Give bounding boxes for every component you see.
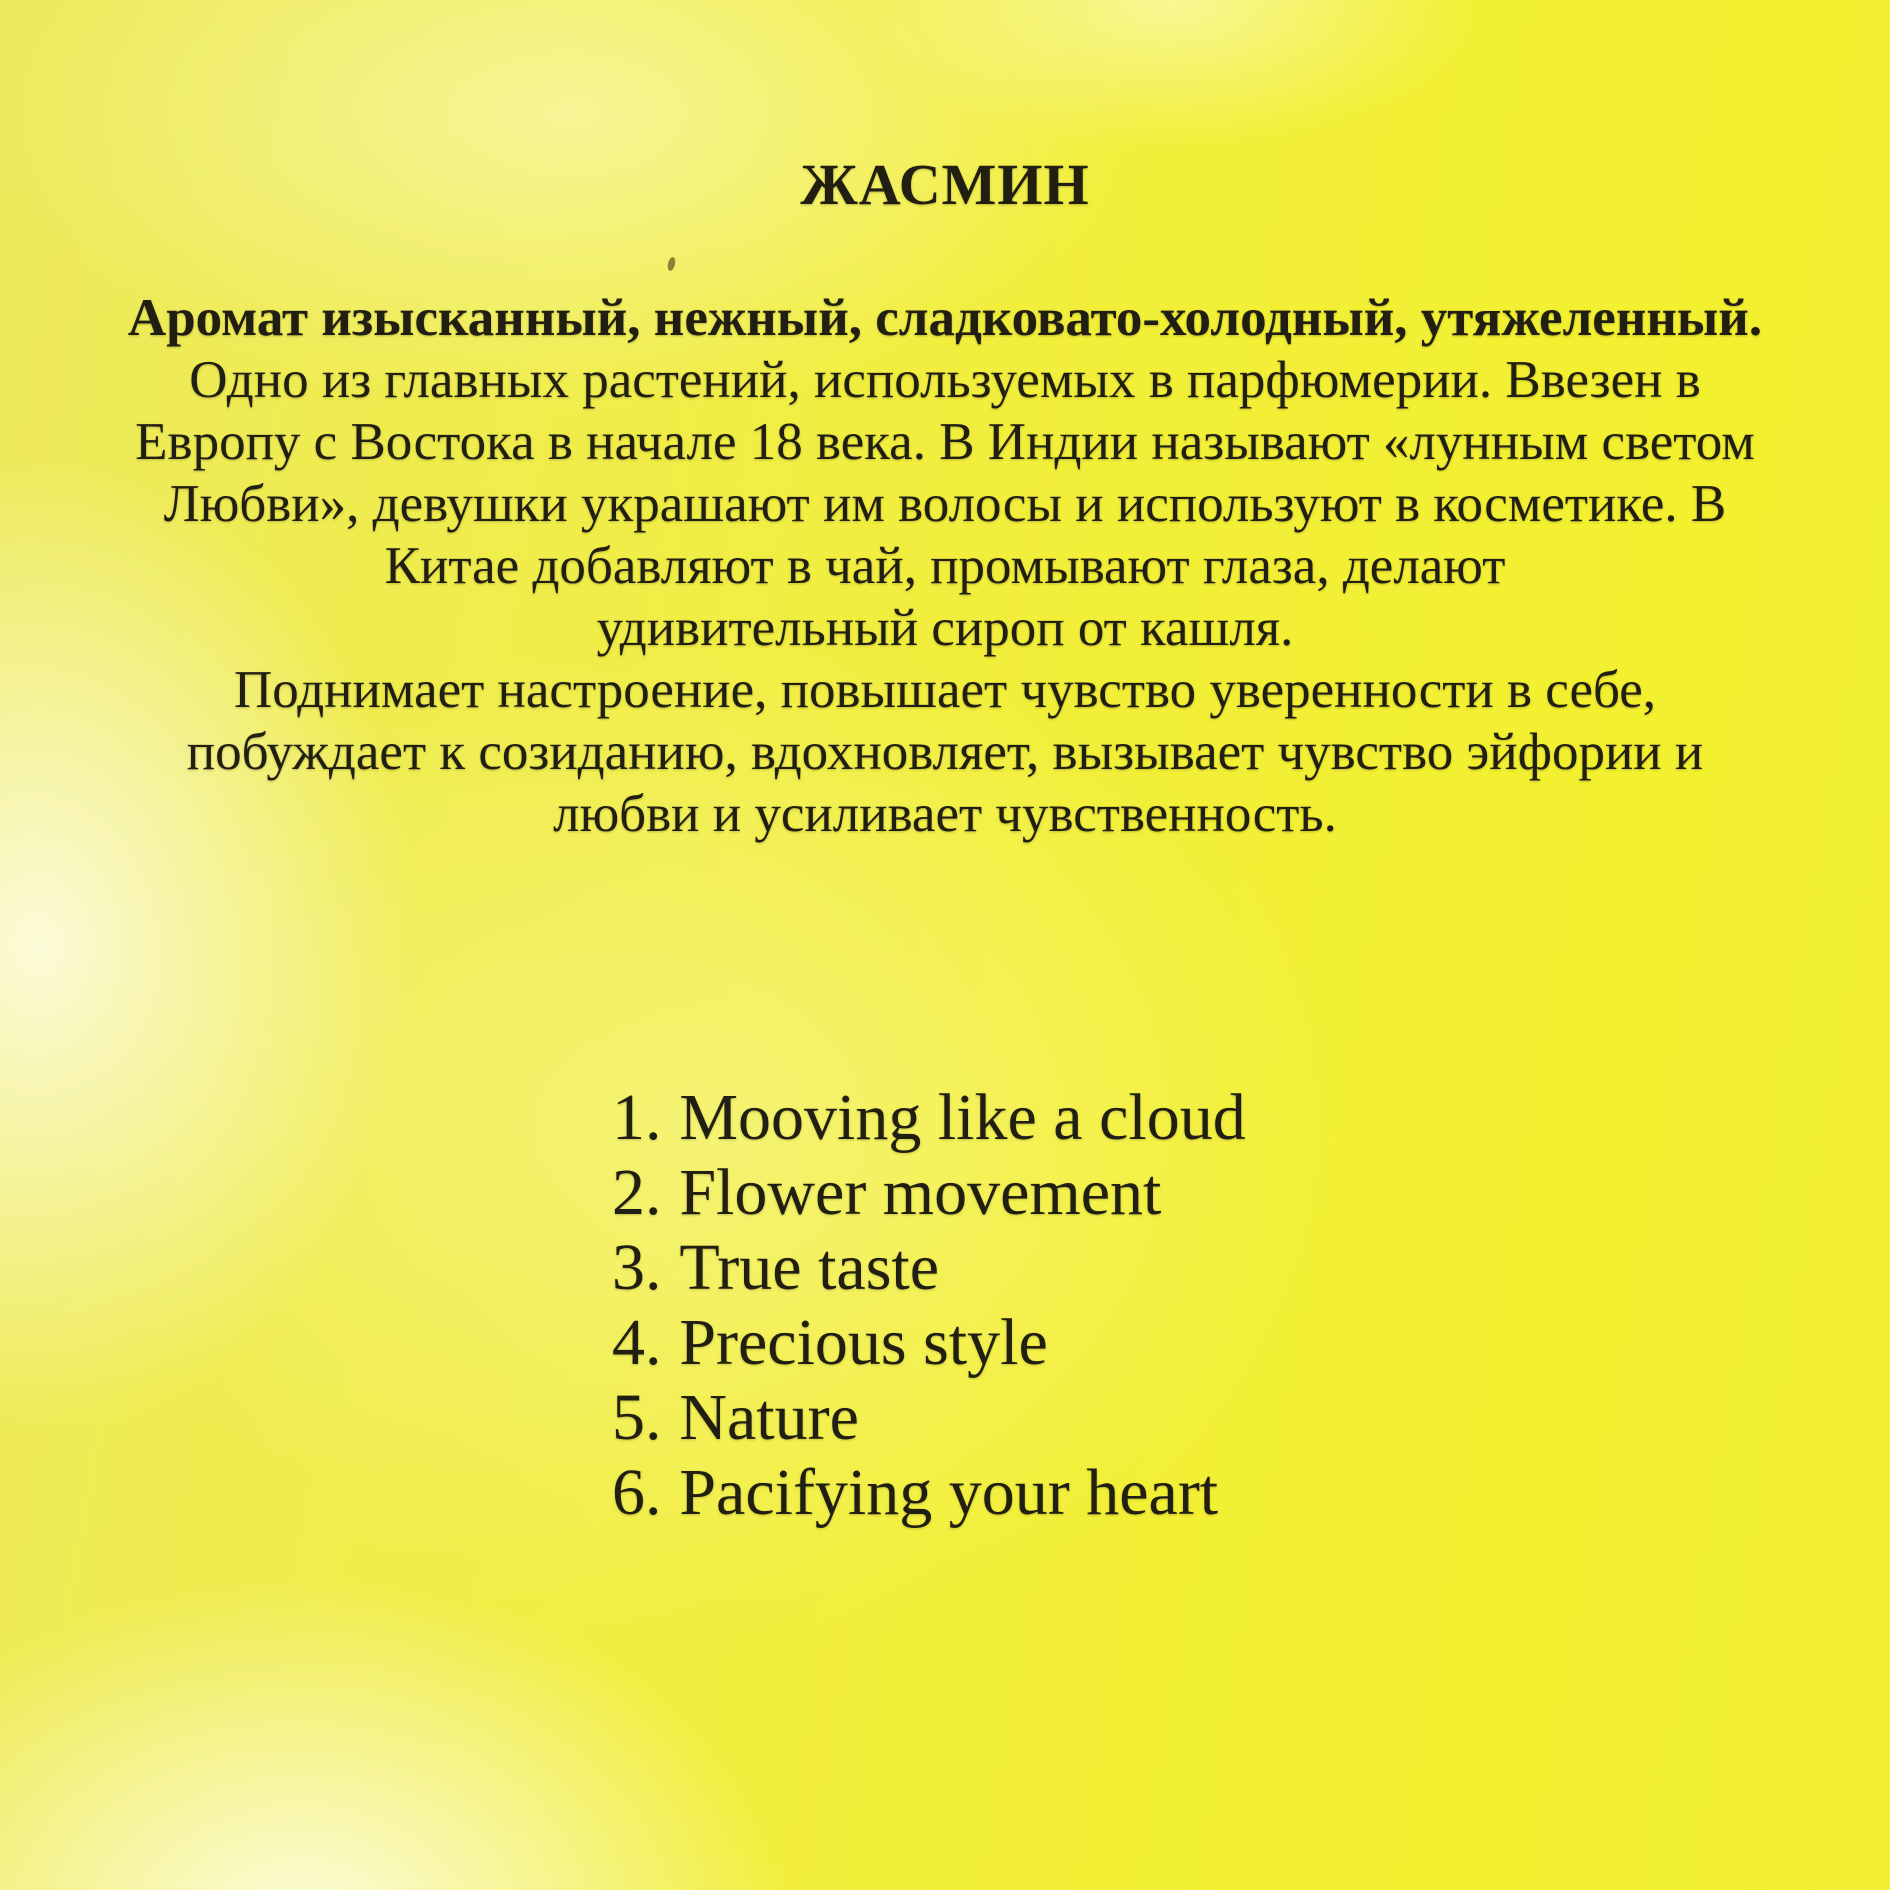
track-title: Nature — [679, 1381, 859, 1454]
track-item — [612, 1155, 1246, 1230]
track-number: 2. — [612, 1156, 662, 1229]
description-line: удивительный сироп от кашля. — [596, 599, 1294, 657]
description-line: Европу с Востока в начале 18 века. В Индии называют «лунным светом — [135, 413, 1755, 471]
description-line: Китае добавляют в чай, промывают глаза, делают — [384, 537, 1506, 595]
track-title: True taste — [679, 1231, 940, 1304]
track-title: Mooving like a cloud — [679, 1081, 1246, 1154]
description-line: Одно из главных растений, используемых в парфюмерии. Ввезен в — [189, 351, 1701, 409]
page-title: ЖАСМИН — [800, 152, 1090, 217]
track-item — [612, 1380, 1246, 1455]
description-line: побуждает к созиданию, вдохновляет, вызывает чувство эйфории и — [186, 723, 1704, 781]
track-number: 4. — [612, 1306, 662, 1379]
track-title: Pacifying your heart — [679, 1456, 1219, 1529]
track-number: 5. — [612, 1381, 662, 1454]
track-number: 3. — [612, 1231, 662, 1304]
track-item — [612, 1305, 1246, 1380]
track-item — [612, 1080, 1246, 1155]
track-item — [612, 1455, 1246, 1530]
description-line: Любви», девушки украшают им волосы и используют в косметике. В — [163, 475, 1727, 533]
description-line: любви и усиливает чувственность. — [553, 785, 1337, 843]
track-title: Flower movement — [679, 1156, 1162, 1229]
scan-speck — [666, 256, 676, 271]
track-number: 1. — [612, 1081, 662, 1154]
description-line: Поднимает настроение, повышает чувство уверенности в себе, — [233, 661, 1657, 719]
track-number: 6. — [612, 1456, 662, 1529]
description-lead-line: Аромат изысканный, нежный, сладковато-холодный, утяжеленный. — [127, 289, 1763, 347]
track-item — [612, 1230, 1246, 1305]
track-title: Precious style — [679, 1306, 1048, 1379]
track-list — [612, 1080, 1246, 1530]
description-block — [40, 287, 1850, 845]
